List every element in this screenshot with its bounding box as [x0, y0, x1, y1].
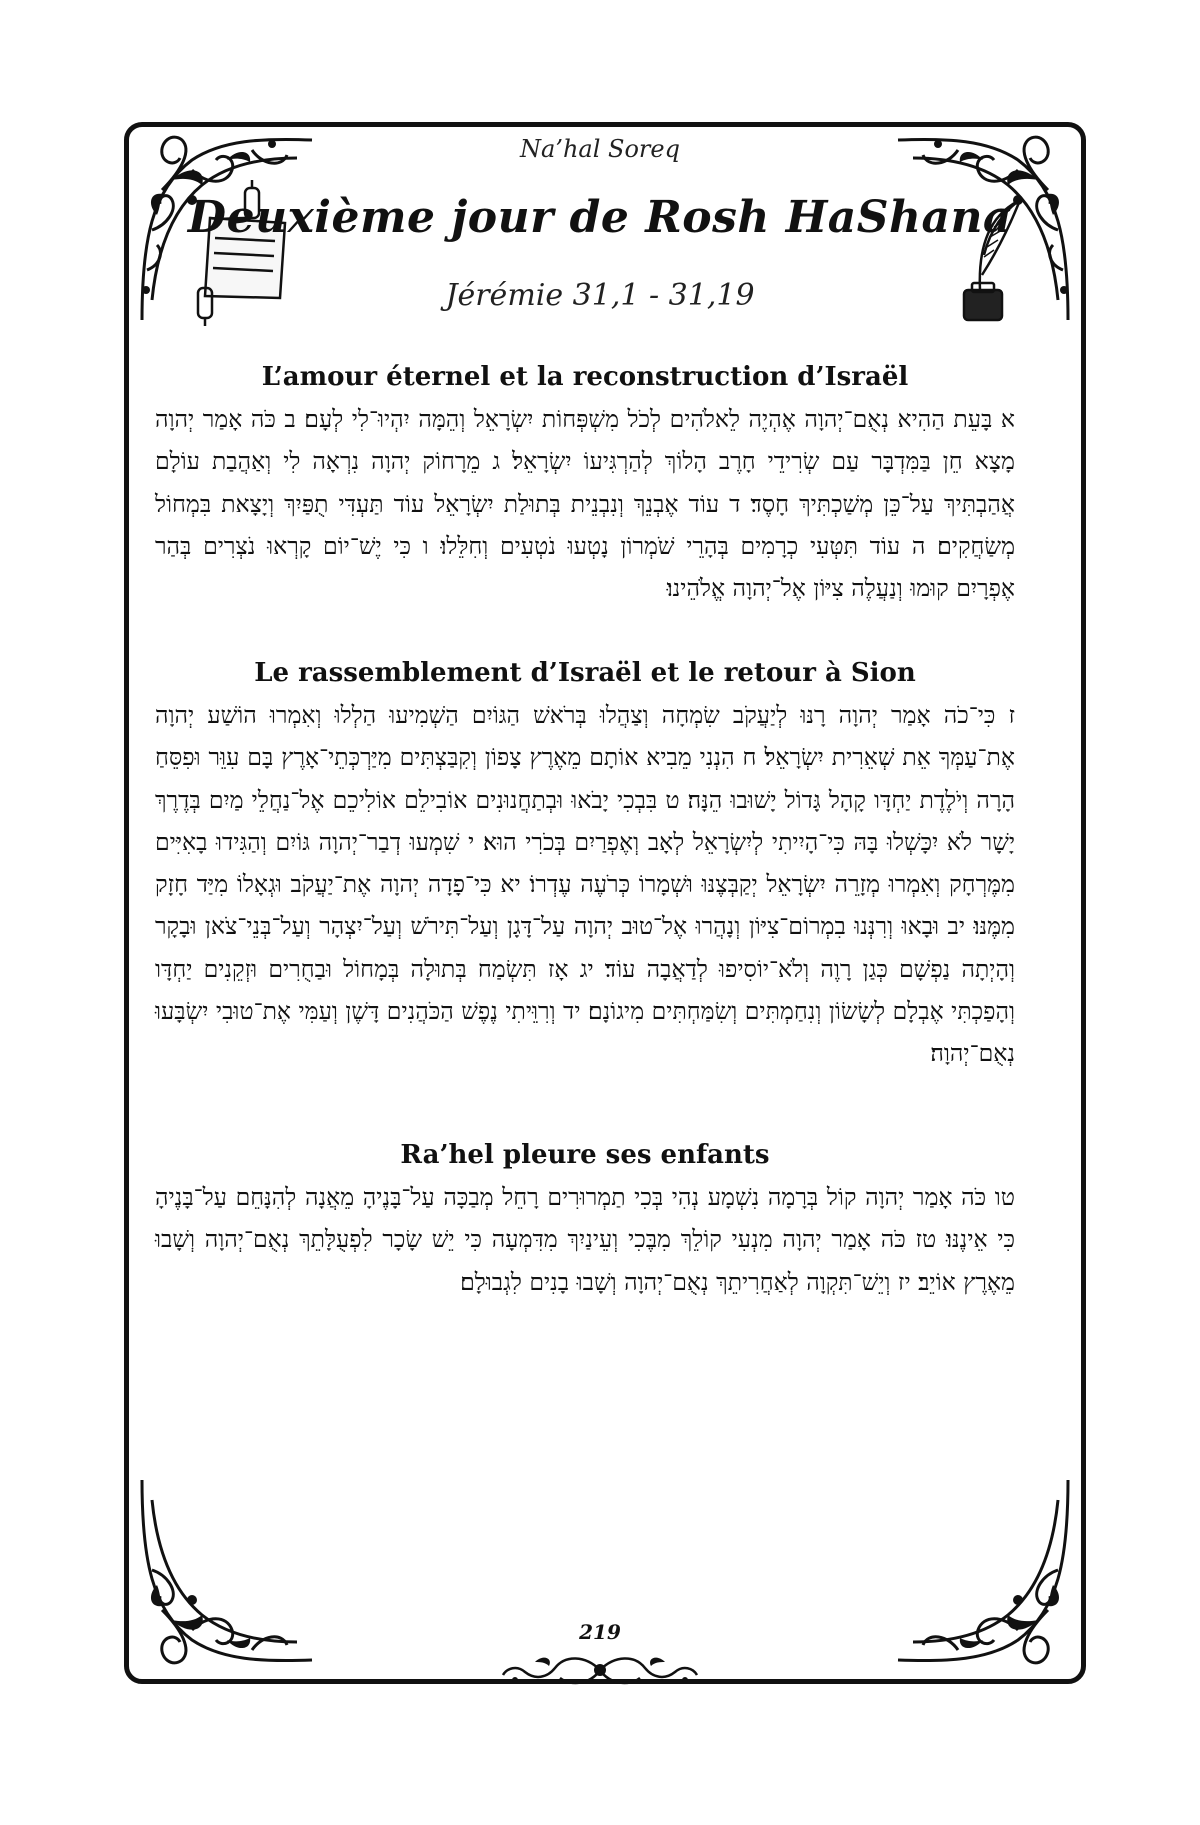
section-heading: L’amour éternel et la reconstruction d’Israël	[261, 362, 909, 392]
section-rahel-pleure	[155, 1140, 1015, 1303]
hebrew-passage: ז כִּי־כֹה אָמַר יְהוָה רָנּוּ לְיַעֲקֹב שִׂמְחָה וְצַהֲלוּ בְּרֹאשׁ הַגּוֹיִם הַשְׁמִיעוּ הַלְלוּ וְאִמְרוּ הוֹשַׁע יְהוָה אֶת־עַמְּךָ אֵת שְׁאֵרִית יִשְׂרָאֵל׃ ח הִנְנִי מֵבִיא אוֹתָם מֵאֶרֶץ צָפוֹן וְקִבַּצְתִּים מִיַּרְכְּתֵי־אָרֶץ בָּם עִוֵּר וּפִסֵּחַ הָרָה וְיֹלֶדֶת יַחְדָּו קָהָל גָּדוֹל יָשׁוּבוּ הֵנָּה׃ ט בִּבְכִי יָבֹאוּ וּבְתַחֲנוּנִים אוֹבִילֵם אוֹלִיכֵם אֶל־נַחֲלֵי מַיִם בְּדֶרֶךְ יָשָׁר לֹא יִכָּשְׁלוּ בָּהּ כִּי־הָיִיתִי לְיִשְׂרָאֵל לְאָב וְאֶפְרַיִם בְּכֹרִי הוּא׃ י שִׁמְעוּ דְבַר־יְהוָה גּוֹיִם וְהַגִּידוּ בָאִיִּים מִמֶּרְחָק וְאִמְרוּ מְזָרֵה יִשְׂרָאֵל יְקַבְּצֶנּוּ וּשְׁמָרוֹ כְּרֹעֶה עֶדְרוֹ׃ יא כִּי־פָדָה יְהוָה אֶת־יַעֲקֹב וּגְאָלוֹ מִיַּד חָזָק מִמֶּנּוּ׃ יב וּבָאוּ וְרִנְּנוּ בִמְרוֹם־צִיּוֹן וְנָהֲרוּ אֶל־טוּב יְהוָה עַל־דָּגָן וְעַל־תִּירֹשׁ וְעַל־יִצְהָר וְעַל־בְּנֵי־צֹאן וּבָקָר וְהָיְתָה נַפְשָׁם כְּגַן רָוֶה וְלֹא־יוֹסִיפוּ לְדַאֲבָה עוֹד׃ יג אָז תִּשְׂמַח בְּתוּלָה בְּמָחוֹל וּבַחֻרִים וּזְקֵנִים יַחְדָּו וְהָפַכְתִּי אֶבְלָם לְשָׂשׂוֹן וְנִחַמְתִּים וְשִׂמַּחְתִּים מִיגוֹנָם׃ יד וְרִוֵּיתִי נֶפֶשׁ הַכֹּהֲנִים דָּשֶׁן וְעַמִּי אֶת־טוּבִי יִשְׂבָּעוּ נְאֻם־יְהוָה׃	[155, 701, 1015, 1068]
section-heading: Le rassemblement d’Israël et le retour à Sion	[254, 658, 916, 688]
section-heading: Ra’hel pleure ses enfants	[400, 1140, 770, 1170]
hebrew-passage: טו כֹּה אָמַר יְהוָה קוֹל בְּרָמָה נִשְׁמָע נְהִי בְּכִי תַמְרוּרִים רָחֵל מְבַכָּה עַל־בָּנֶיהָ מֵאֲנָה לְהִנָּחֵם עַל־בָּנֶיהָ כִּי אֵינֶנּוּ׃ טז כֹּה אָמַר יְהוָה מִנְעִי קוֹלֵךְ מִבֶּכִי וְעֵינַיִךְ מִדִּמְעָה כִּי יֵשׁ שָׂכָר לִפְעֻלָּתֵךְ נְאֻם־יְהוָה וְשָׁבוּ מֵאֶרֶץ אוֹיֵב׃ יז וְיֵשׁ־תִּקְוָה לְאַחֲרִיתֵךְ נְאֻם־יְהוָה וְשָׁבוּ בָנִים לִגְבוּלָם׃	[155, 1183, 1015, 1296]
page-number: 219	[579, 1620, 621, 1644]
page-title: Deuxième jour de Rosh HaShana	[187, 192, 1013, 243]
hebrew-passage: א בָּעֵת הַהִיא נְאֻם־יְהוָה אֶהְיֶה לֵאלֹהִים לְכֹל מִשְׁפְּחוֹת יִשְׂרָאֵל וְהֵמָּה יִהְיוּ־לִי לְעָם׃ ב כֹּה אָמַר יְהוָה מָצָא חֵן בַּמִּדְבָּר עַם שְׂרִידֵי חָרֶב הָלוֹךְ לְהַרְגִּיעוֹ יִשְׂרָאֵל׃ ג מֵרָחוֹק יְהוָה נִרְאָה לִי וְאַהֲבַת עוֹלָם אֲהַבְתִּיךְ עַל־כֵּן מְשַׁכְתִּיךְ חָסֶד׃ ד עוֹד אֶבְנֵךְ וְנִבְנֵית בְּתוּלַת יִשְׂרָאֵל עוֹד תַּעְדִּי תֻפַּיִךְ וְיָצָאת בִּמְחוֹל מְשַׂחֲקִים׃ ה עוֹד תִּטְּעִי כְרָמִים בְּהָרֵי שֹׁמְרוֹן נָטְעוּ נֹטְעִים וְחִלֵּלוּ׃ ו כִּי יֶשׁ־יוֹם קָרְאוּ נֹצְרִים בְּהַר אֶפְרָיִם קוּמוּ וְנַעֲלֶה צִיּוֹן אֶל־יְהוָה אֱלֹהֵינוּ׃	[155, 405, 1015, 603]
running-head: Na’hal Soreq	[520, 135, 680, 163]
section-amour-eternel	[155, 362, 1015, 609]
floral-divider-icon	[495, 1650, 705, 1690]
page-subtitle: Jérémie 31,1 - 31,19	[445, 278, 755, 313]
section-rassemblement	[155, 658, 1015, 1075]
